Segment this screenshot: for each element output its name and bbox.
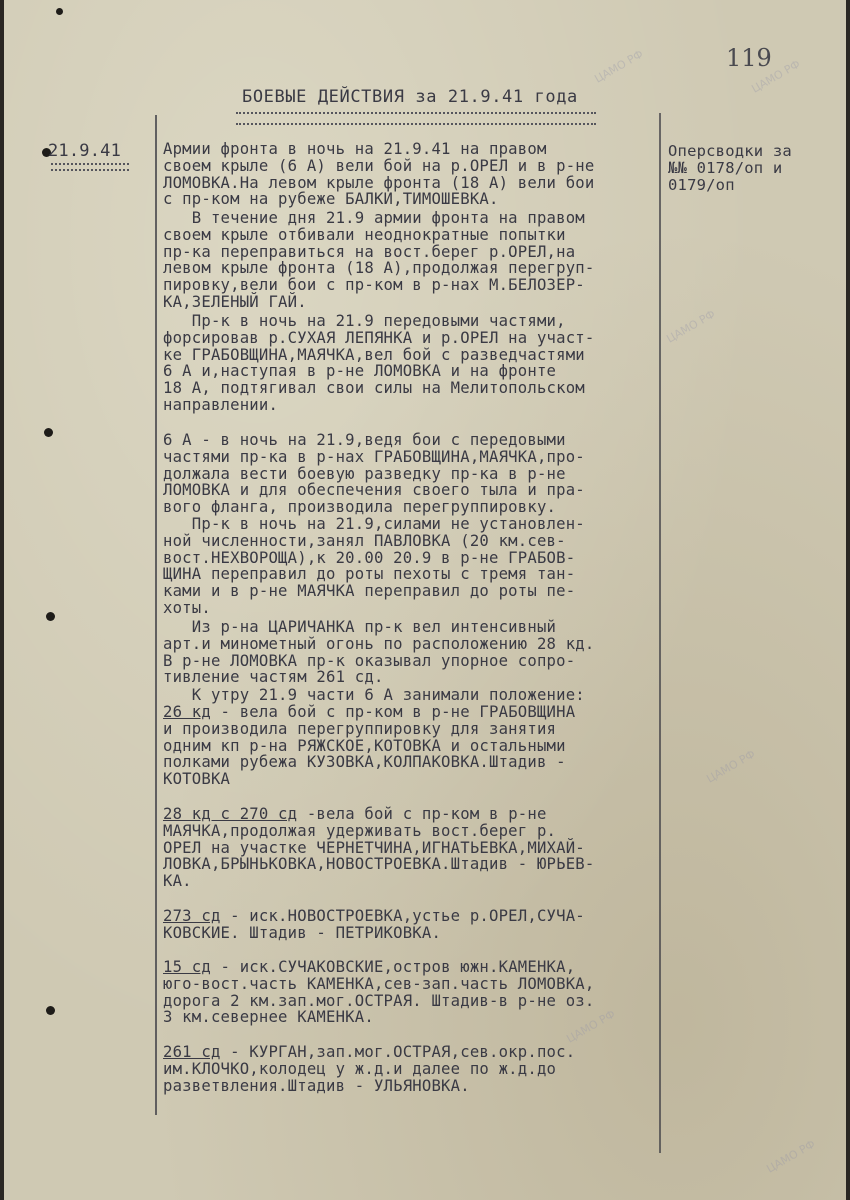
text-line: полками рубежа КУЗОВКА,КОЛПАКОВКА.Штадив - [163,753,566,772]
paragraph [163,141,594,208]
unit-entry [163,806,594,890]
title-underline [236,112,596,125]
text-line: Из р-на ЦАРИЧАНКА пр-к вел интенсивный [163,618,557,636]
source-reference [668,143,792,194]
text-line: хоты. [163,598,211,617]
watermark: ЦАМО РФ [664,307,718,346]
text-line: 6 А и,наступая в р-не ЛОМОВКА и на фронте [163,362,557,381]
source-line: №№ 0178/оп и [668,159,783,177]
text-line [163,908,585,925]
right-margin-rule [659,113,661,1153]
text-line: ке ГРАБОВЩИНА,МАЯЧКА,вел бой с разведчастями [163,345,585,364]
text-line [163,1044,575,1061]
document-page [4,0,846,1200]
text-line: форсировав р.СУХАЯ ЛЕПЯНКА и р.ОРЕЛ на участ- [163,328,595,347]
text-line: вого фланга, производила перегруппировку. [163,498,557,517]
text-line [163,959,594,976]
left-margin-rule [155,115,157,1115]
watermark: ЦАМО РФ [749,57,803,96]
unit-text: - иск.СУЧАКОВСКИЕ,остров южн.КАМЕНКА, [210,958,576,976]
text-line: пр-ка переправиться на вост.берег р.ОРЕЛ,на [163,242,576,261]
paragraph [163,432,585,516]
text-line: им.КЛОЧКО,колодец у ж.д.и далее по ж.д.до [163,1059,557,1078]
text-line: одним кп р-на РЯЖСКОЕ,КОТОВКА и остальными [163,736,566,755]
text-line: вост.НЕХВОРОЩА),к 20.00 20.9 в р-не ГРАБОВ- [163,548,576,567]
text-line: 3 км.севернее КАМЕНКА. [163,1008,374,1027]
text-line: юго-вост.часть КАМЕНКА,сев-зап.часть ЛОМОВКА, [163,974,595,993]
watermark: ЦАМО РФ [592,47,646,86]
text-line: ной численности,занял ПАВЛОВКА (20 км.сев- [163,531,566,550]
text-line: ЛОМОВКА.На левом крыле фронта (18 А) вели бои [163,173,595,192]
unit-name: 273 сд [163,907,221,925]
text-line: ОРЕЛ на участке ЧЕРНЕТЧИНА,ИГНАТЬЕВКА,МИХАЙ- [163,838,585,857]
text-line: направлении. [163,395,279,414]
unit-entry [163,704,575,788]
text-line: левом крыле фронта (18 А),продолжая перегруп- [163,259,595,278]
text-line: КОТОВКА [163,770,231,789]
text-line: арт.и минометный огонь по расположению 28 кд. [163,634,595,653]
unit-text: - КУРГАН,зап.мог.ОСТРАЯ,сев.окр.пос. [220,1043,576,1061]
paragraph [163,313,594,414]
page-number: 119 [726,44,772,72]
text-line: 6 А - в ночь на 21.9,ведя бои с передовыми [163,431,566,449]
watermark: ЦАМО РФ [764,1137,818,1176]
entry-date: 21.9.41 [48,141,122,161]
punch-hole [46,612,55,621]
text-line: КА. [163,872,192,891]
date-underline [51,163,129,171]
paragraph [163,619,594,686]
text-line: КОВСКИЕ. Штадив - ПЕТРИКОВКА. [163,923,442,942]
unit-text: -вела бой с пр-ком в р-не [297,805,547,823]
text-line: В р-не ЛОМОВКА пр-к оказывал упорное сопро- [163,651,576,670]
punch-hole [44,428,53,437]
source-line: 0179/оп [668,176,735,194]
unit-entry [163,1044,575,1094]
source-line: Оперсводки за [668,142,792,160]
paragraph [163,210,594,311]
paragraph [163,687,585,704]
text-line: К утру 21.9 части 6 А занимали положение: [163,686,585,704]
text-line: дорога 2 км.зап.мог.ОСТРАЯ. Штадив-в р-не оз. [163,991,595,1010]
text-line: ЛОМОВКА и для обеспечения своего тыла и пра- [163,481,585,500]
text-line: ЛОВКА,БРЫНЬКОВКА,НОВОСТРОЕВКА.Штадив - ЮРЬЕВ- [163,855,595,874]
text-line: и производила перегруппировку для занятия [163,719,557,738]
text-line: 18 А, подтягивал свои силы на Мелитопольском [163,379,585,398]
unit-name: 26 кд [163,703,211,721]
text-line [163,704,575,721]
unit-entry [163,959,594,1026]
text-line: частями пр-ка в р-нах ГРАБОВЩИНА,МАЯЧКА,про- [163,447,585,466]
text-line: пировку,вели бои с пр-ком в р-нах М.БЕЛОЗЕР- [163,276,585,295]
punch-hole [56,8,63,15]
unit-text: - вела бой с пр-ком в р-не ГРАБОВЩИНА [210,703,576,721]
watermark: ЦАМО РФ [704,747,758,786]
text-line: Пр-к в ночь на 21.9 передовыми частями, [163,312,566,330]
text-line: ками и в р-не МАЯЧКА переправил до роты пе- [163,582,576,601]
text-line: тивление частям 261 сд. [163,668,384,687]
page-title: БОЕВЫЕ ДЕЙСТВИЯ за 21.9.41 года [242,87,578,107]
text-line: Пр-к в ночь на 21.9,силами не установлен- [163,515,585,533]
text-line: МАЯЧКА,продолжая удерживать вост.берег р. [163,821,557,840]
unit-text: - иск.НОВОСТРОЕВКА,устье р.ОРЕЛ,СУЧА- [220,907,585,925]
unit-name: 28 кд с 270 сд [163,805,298,823]
unit-entry [163,908,585,942]
text-line: своем крыле отбивали неоднократные попытки [163,225,566,244]
text-line: ЩИНА переправил до роты пехоты с тремя тан- [163,565,576,584]
text-line: должала вести боевую разведку пр-ка в р-не [163,464,566,483]
text-line: КА,ЗЕЛЕНЫЙ ГАЙ. [163,292,307,311]
unit-name: 261 сд [163,1043,221,1061]
text-line: с пр-ком на рубеже БАЛКИ,ТИМОШЕВКА. [163,190,499,209]
text-line: В течение дня 21.9 армии фронта на правом [163,209,585,227]
text-line: Армии фронта в ночь на 21.9.41 на правом [163,140,547,158]
text-line: разветвления.Штадив - УЛЬЯНОВКА. [163,1076,470,1095]
text-line [163,806,594,823]
watermark: ЦАМО РФ [564,1007,618,1046]
text-line: своем крыле (6 А) вели бой на р.ОРЕЛ и в р-не [163,156,595,175]
paragraph [163,516,585,617]
punch-hole [46,1006,55,1015]
unit-name: 15 сд [163,958,211,976]
